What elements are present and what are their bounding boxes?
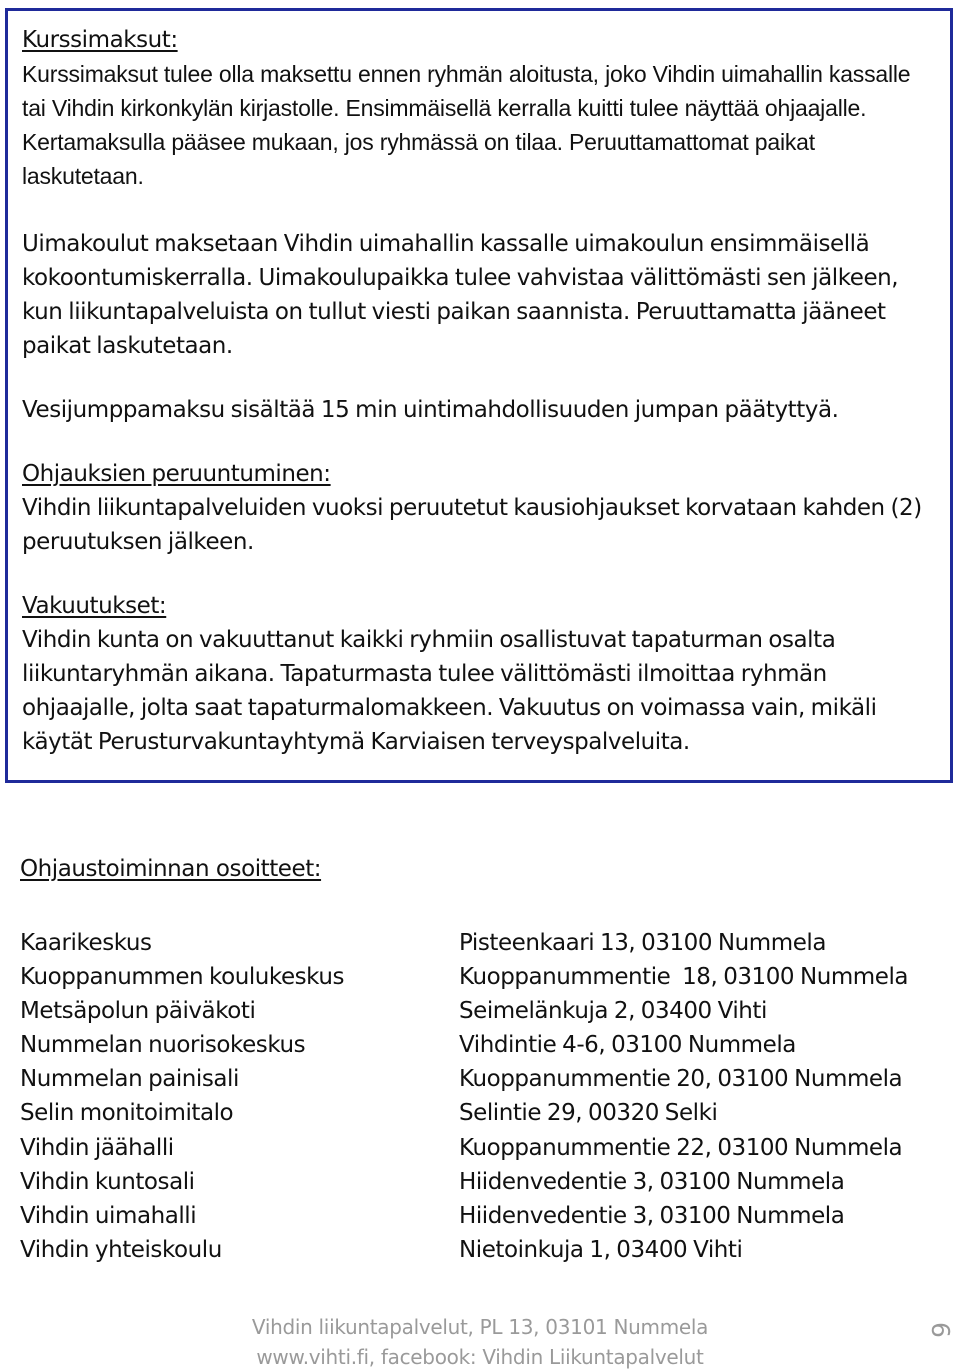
- venue-address: Hiidenvedentie 3, 03100 Nummela: [459, 1202, 845, 1229]
- notice-box: [5, 8, 953, 783]
- venue-address: Seimelänkuja 2, 03400 Vihti: [459, 998, 767, 1025]
- venue-address: Kuoppanummentie 18, 03100 Nummela: [459, 964, 909, 991]
- address-row: [20, 1062, 950, 1096]
- venue-name: Metsäpolun päiväkoti: [20, 998, 256, 1025]
- address-row: [20, 994, 950, 1028]
- venue-name: Kaarikeskus: [20, 930, 152, 956]
- cancellations-heading: Ohjauksien peruuntuminen:: [22, 461, 331, 487]
- venue-name: Kuoppanummen koulukeskus: [20, 964, 345, 991]
- footer-address: Vihdin liikuntapalvelut, PL 13, 03101 Nummela: [251, 1315, 709, 1339]
- addresses-heading: Ohjaustoiminnan osoitteet:: [20, 856, 322, 882]
- venue-address: Nietoinkuja 1, 03400 Vihti: [459, 1236, 743, 1263]
- swim-schools-text: Uimakoulut maksetaan Vihdin uimahallin kassalle uimakoulun ensimmäisellä kokoontumiskerralla. Uimakoulupaikka tulee vahvistaa välittömästi sen jälkeen, kun liikuntapalveluista on tullut viesti paikan saannista. Peruuttamatta jääneet paikat laskutetaan.: [22, 231, 899, 359]
- venue-name: Nummelan nuorisokeskus: [20, 1032, 306, 1059]
- venue-name: Vihdin yhteiskoulu: [20, 1236, 222, 1263]
- address-row: [20, 1165, 950, 1199]
- address-row: [20, 1233, 950, 1267]
- address-row: [20, 960, 950, 994]
- address-row: [20, 1028, 950, 1062]
- venue-address: Pisteenkaari 13, 03100 Nummela: [459, 930, 826, 956]
- venue-name: Nummelan painisali: [20, 1066, 239, 1093]
- venue-name: Vihdin kuntosali: [20, 1168, 195, 1195]
- aqua-gym-text: Vesijumppamaksu sisältää 15 min uintimahdollisuuden jumpan päätyttyä.: [22, 397, 839, 423]
- venue-address: Vihdintie 4-6, 03100 Nummela: [459, 1032, 796, 1059]
- venue-address: Hiidenvedentie 3, 03100 Nummela: [459, 1168, 845, 1195]
- address-row: [20, 1096, 950, 1130]
- venue-address: Selintie 29, 00320 Selki: [459, 1100, 718, 1127]
- venue-name: Vihdin uimahalli: [20, 1202, 197, 1229]
- venue-address: Kuoppanummentie 22, 03100 Nummela: [459, 1134, 903, 1161]
- venue-name: Selin monitoimitalo: [20, 1100, 234, 1127]
- insurance-heading: Vakuutukset:: [22, 593, 167, 619]
- page-footer: [0, 1312, 960, 1369]
- venue-name: Vihdin jäähalli: [20, 1134, 174, 1161]
- course-fees-text: Kurssimaksut tulee olla maksettu ennen ryhmän aloitusta, joko Vihdin uimahallin kassalle tai Vihdin kirkonkylän kirjastolle. Ensimmäisellä kerralla kuitti tulee näyttää ohjaajalle. Kertamaksulla pääsee mukaan, jos ryhmässä on tilaa. Peruuttamattomat paikat laskutetaan.: [22, 61, 911, 189]
- page-number: 9: [927, 1322, 956, 1338]
- insurance-text: Vihdin kunta on vakuuttanut kaikki ryhmiin osallistuvat tapaturman osalta liikuntaryhmän aikana. Tapaturmasta tulee välittömästi ilmoittaa ryhmän ohjaajalle, jolta saat tapaturmalomakkeen. Vakuutus on voimassa vain, mikäli käytät Perusturvakuntayhtymä Karviaisen terveyspalveluita.: [22, 627, 877, 755]
- address-row: [20, 1131, 950, 1165]
- course-fees-heading: Kurssimaksut:: [22, 27, 178, 53]
- footer-web-links: www.vihti.fi, facebook: Vihdin Liikuntapalvelut: [256, 1345, 704, 1369]
- address-row: [20, 926, 950, 960]
- addresses-list: [20, 926, 950, 1267]
- cancellations-text: Vihdin liikuntapalveluiden vuoksi peruutetut kausiohjaukset korvataan kahden (2) peruutuksen jälkeen.: [22, 495, 922, 555]
- address-row: [20, 1199, 950, 1233]
- venue-address: Kuoppanummentie 20, 03100 Nummela: [459, 1066, 903, 1093]
